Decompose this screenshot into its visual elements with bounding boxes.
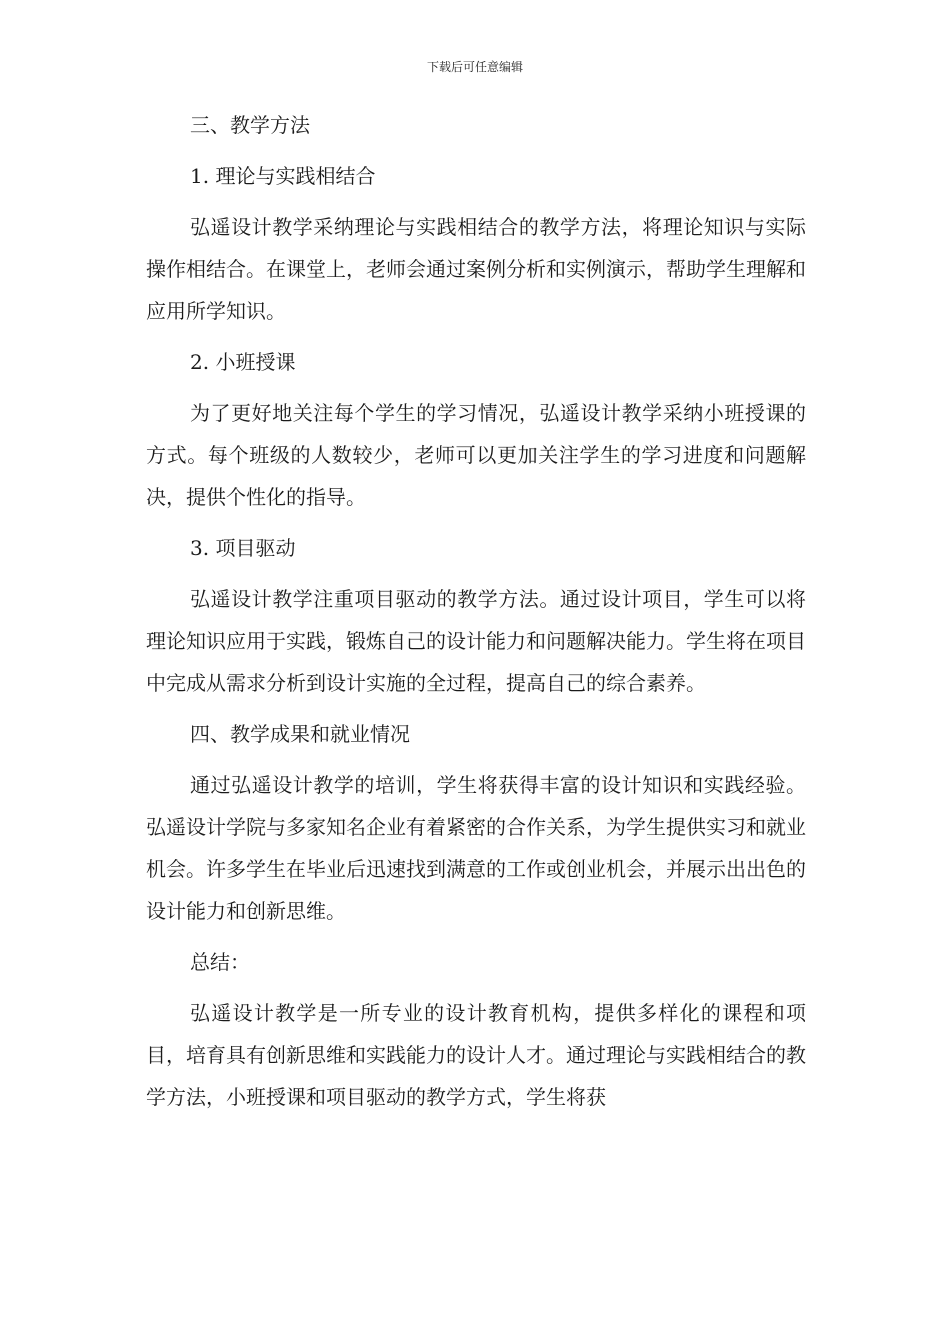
paragraph-summary: 弘遥设计教学是一所专业的设计教育机构，提供多样化的课程和项目，培育具有创新思维和实践能力的设计人才。通过理论与实践相结合的教学方法，小班授课和项目驱动的教学方式，学生将获 (146, 1001, 806, 1109)
subsection-heading-theory-practice: 1. 理论与实践相结合 (190, 164, 376, 188)
paragraph-small-class: 为了更好地关注每个学生的学习情况，弘遥设计教学采纳小班授课的方式。每个班级的人数较少，老师可以更加关注学生的学习进度和问题解决，提供个性化的指导。 (146, 401, 806, 509)
page-header-note: 下载后可任意编辑 (426, 60, 523, 74)
subsection-heading-small-class: 2. 小班授课 (190, 350, 296, 374)
section-heading-teaching-methods: 三、教学方法 (190, 113, 310, 137)
section-heading-summary: 总结： (190, 950, 250, 974)
paragraph-theory-practice: 弘遥设计教学采纳理论与实践相结合的教学方法，将理论知识与实际操作相结合。在课堂上，老师会通过案例分析和实例演示，帮助学生理解和应用所学知识。 (146, 215, 806, 323)
subsection-heading-project-driven: 3. 项目驱动 (190, 536, 296, 560)
section-heading-outcomes: 四、教学成果和就业情况 (190, 722, 410, 746)
paragraph-project-driven: 弘遥设计教学注重项目驱动的教学方法。通过设计项目，学生可以将理论知识应用于实践，锻炼自己的设计能力和问题解决能力。学生将在项目中完成从需求分析到设计实施的全过程，提高自己的综合素养。 (146, 587, 806, 695)
paragraph-outcomes: 通过弘遥设计教学的培训，学生将获得丰富的设计知识和实践经验。弘遥设计学院与多家知名企业有着紧密的合作关系，为学生提供实习和就业机会。许多学生在毕业后迅速找到满意的工作或创业机会，并展示出出色的设计能力和创新思维。 (146, 773, 806, 923)
document-body (146, 110, 806, 1133)
